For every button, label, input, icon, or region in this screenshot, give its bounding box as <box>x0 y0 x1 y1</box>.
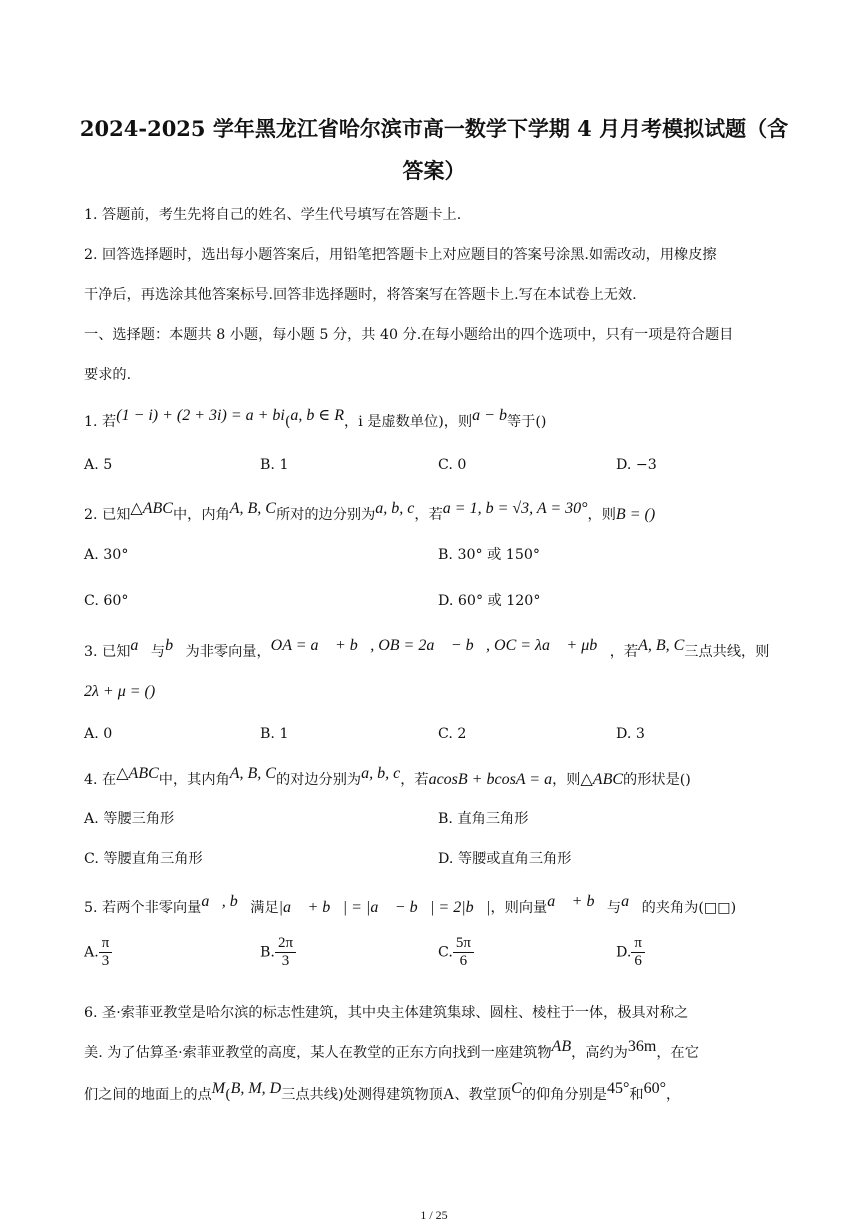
page-number: 1 / 25 <box>420 1208 448 1222</box>
q2-option-b: B. 30° 或 150° <box>438 547 540 563</box>
document-title-line1: 2024-2025 学年黑龙江省哈尔滨市高一数学下学期 4 月月考模拟试题（含 <box>79 116 789 141</box>
q1-option-c: C. 0 <box>438 457 467 473</box>
question-1: 1. 若(1 − i) + (2 + 3i) = a + bi(a, b ∈ R，i 是虚数单位)，则a − b等于() <box>84 407 547 430</box>
section-heading-cont: 要求的. <box>84 367 132 383</box>
q4-option-a: A. 等腰三角形 <box>84 811 175 827</box>
instruction-1: 1. 答题前，考生先将自己的姓名、学生代号填写在答题卡上. <box>84 207 462 223</box>
q5-option-b: B. $\frac{2\pi}{3}$ <box>260 935 296 970</box>
q3-option-c: C. 2 <box>438 726 467 742</box>
question-3-cont: 2λ + μ = () <box>84 683 156 700</box>
instruction-2: 2. 回答选择题时，选出每小题答案后，用铅笔把答题卡上对应题目的答案号涂黑.如需改动，用橡皮擦 <box>84 247 717 263</box>
q3-vectors: OA = a⃗ + b⃗, OB = 2a⃗ − b⃗, OC = λa⃗ + μb⃗ <box>270 637 610 654</box>
q2-option-d: D. 60° 或 120° <box>438 593 541 609</box>
q5-condition: |a⃗ + b⃗| = |a⃗ − b⃗| = 2|b⃗| <box>278 899 491 916</box>
q4-option-d: D. 等腰或直角三角形 <box>438 851 572 867</box>
q4-option-c: C. 等腰直角三角形 <box>84 851 203 867</box>
q1-equation: (1 − i) + (2 + 3i) = a + bi <box>116 407 285 424</box>
question-6: 6. 圣·索菲亚教堂是哈尔滨的标志性建筑，其中央主体建筑集球、圆柱、棱柱于一体，极具对称之 <box>84 1005 689 1021</box>
q3-option-d: D. 3 <box>616 726 645 742</box>
q2-option-a: A. 30° <box>84 547 129 563</box>
section-heading: 一、选择题：本题共 8 小题，每小题 5 分，共 40 分.在每小题给出的四个选项中，只有一项是符合题目 <box>84 327 734 343</box>
q5-option-c: C. $\frac{5\pi}{6}$ <box>438 935 474 970</box>
question-6-line2: 美. 为了估算圣·索菲亚教堂的高度，某人在教堂的正东方向找到一座建筑物AB，高约为36m，在它 <box>84 1038 699 1061</box>
q5-option-a: A. $\frac{\pi}{3}$ <box>84 935 112 970</box>
q3-option-a: A. 0 <box>84 726 113 742</box>
question-5: 5. 若两个非零向量a⃗, b⃗满足|a⃗ + b⃗| = |a⃗ − b⃗| = 2|b⃗|，则向量a⃗ + b⃗与a⃗的夹角为(□□) <box>84 893 737 916</box>
q1-option-d: D. −3 <box>616 457 657 473</box>
q2-option-c: C. 60° <box>84 593 129 609</box>
question-3: 3. 已知a⃗与b⃗为非零向量，OA = a⃗ + b⃗, OB = 2a⃗ − b⃗, OC = λa⃗ + μb⃗，若A, B, C三点共线，则 <box>84 637 770 660</box>
instruction-2-cont: 干净后，再选涂其他答案标号.回答非选择题时，将答案写在答题卡上.写在本试卷上无效. <box>84 287 637 303</box>
q1-option-a: A. 5 <box>84 457 113 473</box>
q4-option-b: B. 直角三角形 <box>438 811 529 827</box>
q5-option-d: D. $\frac{\pi}{6}$ <box>616 935 645 970</box>
q1-condition: a, b ∈ R <box>290 407 345 424</box>
question-4: 4. 在△ABC中，其内角A, B, C的对边分别为a, b, c，若acosB + bcosA = a，则△ABC的形状是() <box>84 765 691 788</box>
question-2: 2. 已知△ABC中，内角A, B, C所对的边分别为a, b, c，若a = 1, b = √3, A = 30°，则B = () <box>84 500 656 523</box>
question-6-line3: 们之间的地面上的点M(B, M, D三点共线)处测得建筑物顶A、教堂顶C的仰角分别是45°和60°， <box>84 1080 681 1103</box>
q1-option-b: B. 1 <box>260 457 289 473</box>
document-title-line2: 答案） <box>402 158 466 183</box>
q3-option-b: B. 1 <box>260 726 289 742</box>
